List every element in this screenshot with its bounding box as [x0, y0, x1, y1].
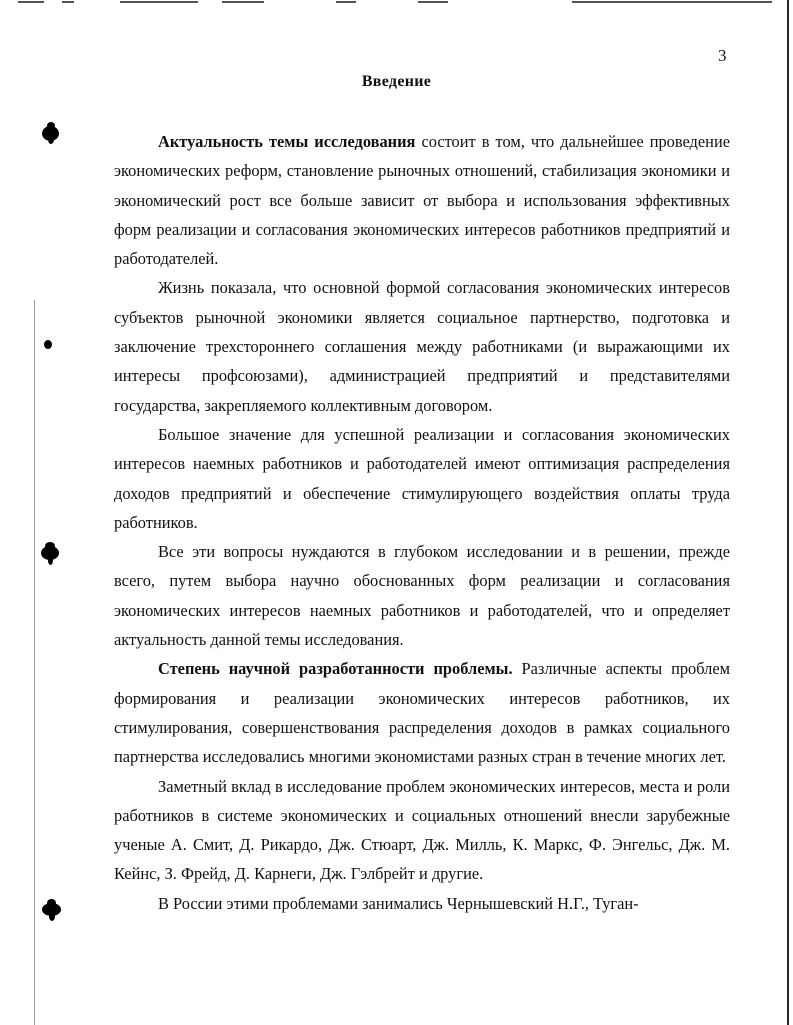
punch-hole-mark: [44, 340, 52, 349]
scan-edge-top: [0, 0, 793, 6]
paragraph-4: [114, 537, 730, 654]
paragraph-1: [114, 127, 730, 273]
punch-hole-mark: [42, 903, 61, 916]
paragraph-2: [114, 273, 730, 419]
paragraph-text: Большое значение для успешной реализации и согласования экономических интересов наемных работников и работодателей имеют оптимизация распределения доходов предприятий и обеспечение стимулирующего воздействия оплаты труда работников.: [114, 424, 730, 532]
body-text: [114, 127, 730, 918]
scan-edge-right: [787, 0, 789, 1025]
punch-hole-mark: [41, 546, 59, 560]
paragraph-bold-lead: Степень научной разработанности проблемы.: [158, 659, 513, 679]
page-heading: Введение: [361, 73, 432, 90]
scan-edge-left: [34, 300, 35, 1025]
paragraph-text: Заметный вклад в исследование проблем экономических интересов, места и роли работников в системе экономических и социальных отношений внесли зарубежные ученые А. Смит, Д. Рикардо, Дж. Стюарт, Дж. Милль, К. Маркс, Ф. Энгельс, Дж. М. Кейнс, З. Фрейд, Д. Карнеги, Дж. Гэлбрейт и другие.: [114, 776, 730, 884]
paragraph-text: Различные аспекты проблем формирования и реализации экономических интересов работников, их стимулирования, совершенствования распределения доходов в рамках социального партнерства исследовались многими экономистами разных стран в течение многих лет.: [114, 659, 730, 767]
paragraph-text: состоит в том, что дальнейшее проведение экономических реформ, становление рыночных отношений, стабилизация экономики и экономический рост все больше зависит от выбора и использования эффективных форм реализации и согласования экономических интересов работников предприятий и работодателей.: [114, 132, 730, 269]
paragraph-5: [114, 654, 730, 771]
page-number: 3: [718, 46, 727, 65]
paragraph-7: [114, 889, 730, 918]
paragraph-text: В России этими проблемами занимались Чернышевский Н.Г., Туган-: [158, 893, 639, 913]
paragraph-6: [114, 772, 730, 889]
paragraph-text: Жизнь показала, что основной формой согласования экономических интересов субъектов рыночной экономики является социальное партнерство, подготовка и заключение трехстороннего соглашения между работниками (и выражающими их интересы профсоюзами), администрацией предприятий и представителями государства, закрепляемого коллективным договором.: [114, 278, 730, 415]
paragraph-text: Все эти вопросы нуждаются в глубоком исследовании и в решении, прежде всего, путем выбора научно обоснованных форм реализации и согласования экономических интересов наемных работников и работодателей, что и определяет актуальность данной темы исследования.: [114, 542, 730, 650]
punch-hole-mark: [42, 126, 59, 141]
paragraph-bold-lead: Актуальность темы исследования: [158, 132, 416, 151]
paragraph-3: [114, 420, 730, 537]
